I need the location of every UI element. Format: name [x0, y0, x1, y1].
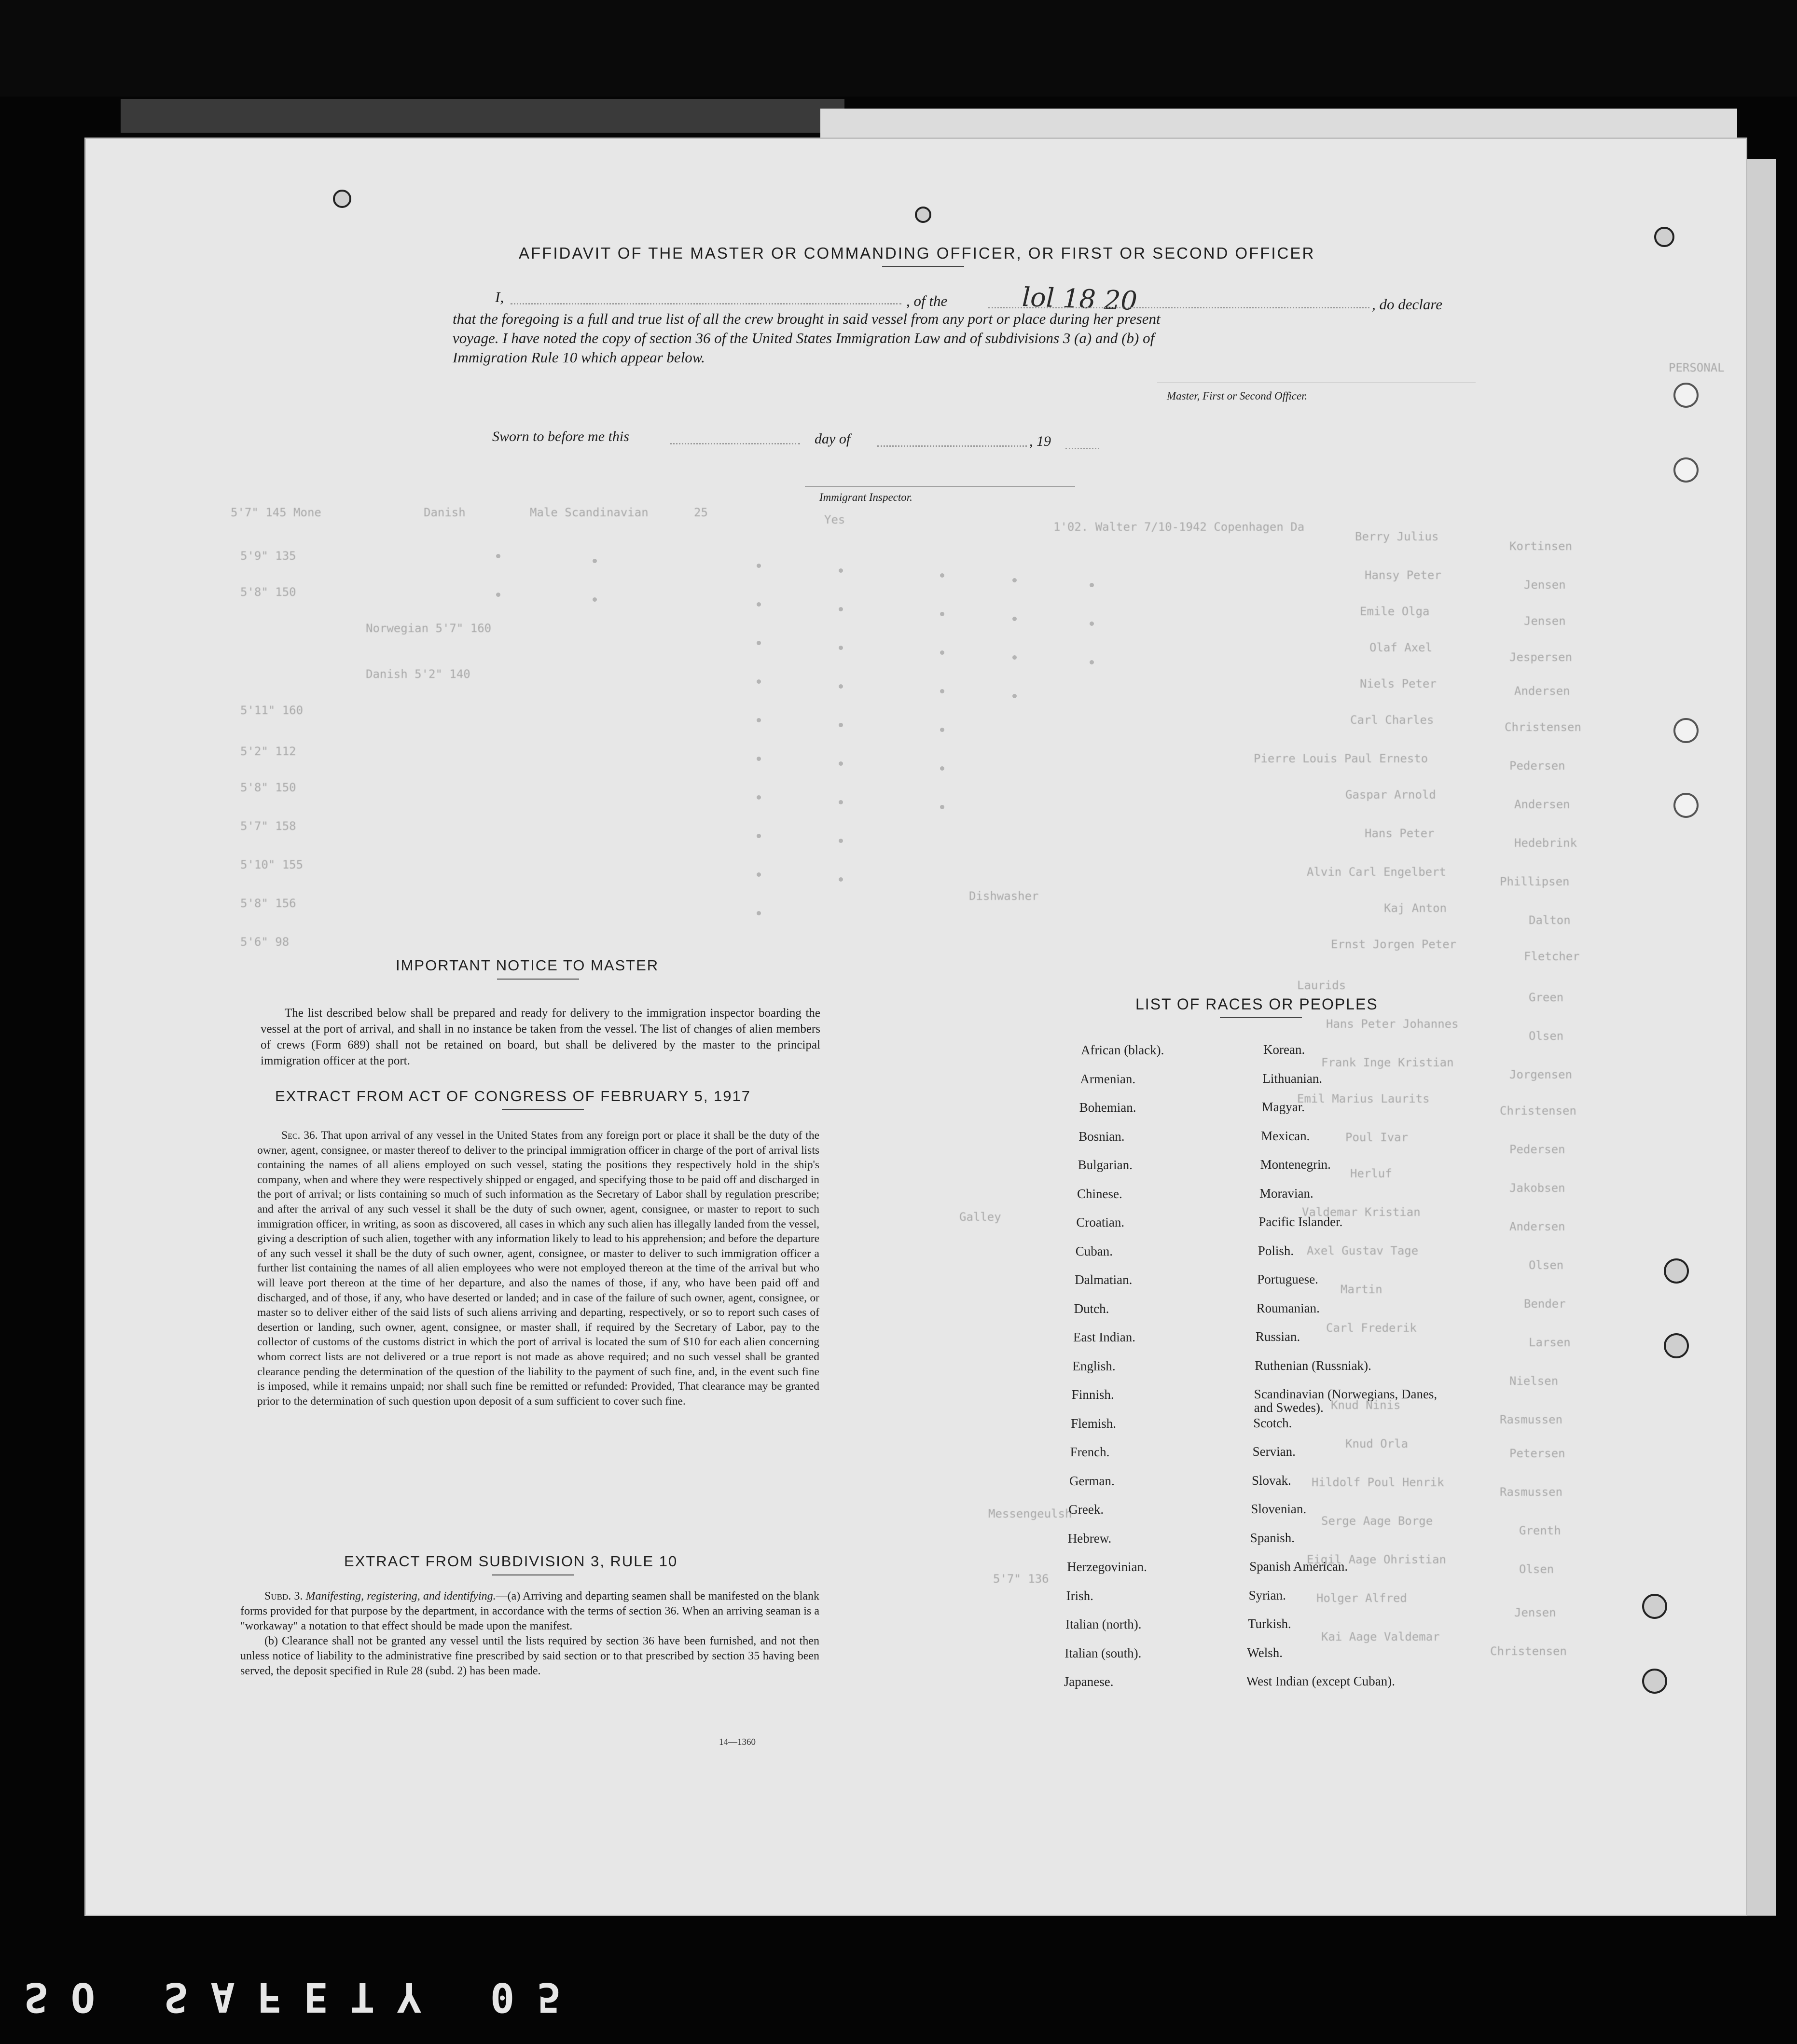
race-item: Bosnian. [1078, 1129, 1125, 1144]
ghost-row: 5'7" 145 Mone [231, 506, 321, 519]
race-item: Pacific Islander. [1258, 1215, 1343, 1229]
ghost-row: PERSONAL [1669, 361, 1725, 374]
race-item: Polish. [1258, 1243, 1294, 1258]
ghost-row: Messengeulsh [988, 1507, 1072, 1520]
ghost-ditto [593, 559, 597, 563]
important-notice-text: The list described below shall be prepared and ready for delivery to the immigration inspector boarding the vessel at the port of arrival, and shall in no instance be taken from the vessel. The list of changes of alien members of crews (Form 689) shall not be retained on board, but shall be delivered by the master to the principal immigration officer at the port. [261, 1007, 820, 1067]
binder-hole [1654, 227, 1674, 247]
affidavit-title-rule [882, 266, 964, 267]
ghost-row: Berry Julius [1355, 530, 1439, 543]
ghost-ditto [757, 757, 761, 761]
ghost-row: 1'02. Walter 7/10-1942 Copenhagen Da [1053, 520, 1305, 534]
sworn-blank-month[interactable] [877, 445, 1027, 447]
ghost-ditto [940, 766, 944, 771]
ghost-row: 5'9" 135 [240, 549, 296, 563]
affidavit-line1-declare: , do declare [1372, 296, 1443, 313]
ghost-row: Serge Aage Borge [1321, 1514, 1433, 1528]
ghost-ditto [1090, 660, 1094, 664]
extract-act-title: EXTRACT FROM ACT OF CONGRESS OF FEBRUARY 5, 1917 [275, 1088, 751, 1105]
ghost-row: Knud Ninis [1331, 1398, 1401, 1412]
ghost-row: Martin [1341, 1283, 1382, 1296]
ghost-row: Laurids [1297, 979, 1346, 992]
ghost-row: Carl Frederik [1326, 1321, 1417, 1335]
ghost-row: Kortinsen [1509, 539, 1573, 553]
sec-36-text: That upon arrival of any vessel in the United States from any foreign port or place it shall be the duty of the owner, agent, consignee, or master thereof to deliver to the principal immigration officer in charge of the port of arrival lists containing the names of all aliens employed on such vessel, stating the positions they respectively hold in the ship's company, when and where they were respectively shipped or engaged, and specifying those to be paid off and discharged in the port of arrival; or lists containing so much of such information as the Secretary of Labor shall by regulation prescribe; and after the arrival of any such vessel it shall be the duty of such owner, agent, consignee, or master to report to such immigration officer, in writing, as soon as discovered, all cases in which any such alien has illegally landed from the vessel, giving a description of such alien, together with any information likely to lead to his apprehension; and before the departure of any such vessel it shall be the duty of such owner, agent, consignee, or master to deliver to such immigration officer a further list containing the names of all alien employees who were not employed thereon at the time of the arrival but who will leave port thereon at the time of her departure, and also the names of those, if any, who have been paid off and discharged, and of those, if any, who have deserted or landed; and in case of the failure of such owner, agent, consignee, or master so to deliver either of the said lists of such aliens arriving and departing, respectively, or so to report such cases of desertion or landing, such owner, agent, consignee, or master shall, if required by the Secretary of Labor, pay to the collector of customs of the customs district in which the port of arrival is located the sum of $10 for each alien concerning whom correct lists are not delivered or a true report is not made as above required; and no such vessel shall be granted clearance pending the determination of the question of the liability to the payment of such fine, and, in the event such fine is imposed, while it remains unpaid; nor shall such fine be remitted or refunded: Provided, That clearance may be granted prior to the determination of such question upon deposit of a sum sufficient to cover such fine. [257, 1129, 820, 1408]
extract-rule-body [240, 1589, 819, 1679]
affidavit-line4: Immigration Rule 10 which appear below. [453, 349, 705, 366]
ghost-ditto [757, 679, 761, 684]
ghost-ditto [839, 761, 843, 766]
ghost-ditto [1012, 655, 1017, 660]
ghost-ditto [757, 718, 761, 722]
race-item: Herzegovinian. [1067, 1560, 1147, 1574]
ghost-row: Jensen [1524, 578, 1566, 592]
ghost-row: Pedersen [1509, 759, 1565, 773]
ghost-row: Poul Ivar [1345, 1131, 1409, 1144]
ghost-ditto [757, 872, 761, 877]
ghost-row: Pierre Louis Paul Ernesto [1254, 752, 1428, 765]
ghost-ditto [757, 911, 761, 915]
binder-hole [1642, 1594, 1667, 1619]
ghost-row: Bender [1524, 1297, 1566, 1311]
ghost-row: Gaspar Arnold [1345, 788, 1436, 801]
race-item: Spanish American. [1249, 1559, 1348, 1574]
ghost-row: Galley [959, 1210, 1001, 1224]
ghost-row: Hans Peter Johannes [1326, 1017, 1459, 1031]
ghost-row: Larsen [1529, 1336, 1571, 1349]
race-item: Montenegrin. [1260, 1157, 1331, 1172]
day-of-text: day of [815, 431, 851, 447]
affidavit-blank-vessel[interactable] [988, 307, 1369, 308]
ghost-row: Hansy Peter [1365, 568, 1441, 582]
affidavit-blank-name[interactable] [511, 303, 901, 304]
ghost-row: Andersen [1514, 684, 1570, 698]
affidavit-line2: that the foregoing is a full and true list of all the crew brought in said vessel from any port or place during her present [453, 310, 1161, 327]
binder-hole [1673, 718, 1699, 743]
ghost-row: Kaj Anton [1384, 901, 1447, 915]
race-item: Moravian. [1259, 1186, 1313, 1201]
ghost-ditto [496, 554, 500, 558]
signature-label: Master, First or Second Officer. [1167, 390, 1308, 402]
ghost-row: Phillipsen [1500, 875, 1570, 888]
manifest-page [86, 139, 1746, 1915]
race-item: Ruthenian (Russniak). [1255, 1358, 1371, 1373]
ghost-row: Emil Marius Laurits [1297, 1092, 1430, 1105]
punch-hole-top [915, 207, 931, 223]
ghost-row: Yes [824, 513, 845, 526]
ghost-row: Grenth [1519, 1524, 1561, 1537]
race-item: Spanish. [1250, 1530, 1295, 1545]
ghost-ditto [496, 593, 500, 597]
race-item: Mexican. [1261, 1128, 1310, 1143]
subd-3-paragraph [240, 1589, 819, 1634]
inspector-signature-line[interactable] [805, 486, 1075, 487]
extract-act-body [257, 1128, 819, 1409]
races-rule [1220, 1017, 1302, 1018]
ghost-ditto [940, 689, 944, 693]
ghost-row: Andersen [1514, 798, 1570, 811]
race-item: Cuban. [1075, 1243, 1113, 1258]
ghost-ditto [1012, 578, 1017, 582]
ghost-row: Alvin Carl Engelbert [1307, 865, 1446, 879]
subd-3-label: Subd. 3. [264, 1590, 303, 1602]
ghost-ditto [839, 607, 843, 611]
ghost-ditto [757, 564, 761, 568]
race-item: African (black). [1081, 1043, 1164, 1057]
ghost-ditto [940, 650, 944, 655]
ghost-ditto [593, 597, 597, 602]
ghost-row: 5'6" 98 [240, 935, 290, 949]
binder-hole [1673, 457, 1699, 483]
subd-3-heading: Manifesting, registering, and identifying. [305, 1590, 496, 1602]
ghost-ditto [839, 723, 843, 727]
extract-act-rule [502, 1109, 584, 1110]
race-item: Russian. [1256, 1329, 1300, 1344]
race-item: Dutch. [1074, 1301, 1109, 1316]
binder-hole [1664, 1258, 1689, 1284]
ghost-row: Jorgensen [1509, 1068, 1573, 1081]
extract-rule-rule [492, 1574, 574, 1575]
important-notice-body [261, 1005, 820, 1069]
ghost-ditto [757, 795, 761, 800]
sec-36-label: Sec. 36. [281, 1129, 318, 1142]
extract-rule-title: EXTRACT FROM SUBDIVISION 3, RULE 10 [344, 1553, 678, 1570]
race-item: Turkish. [1248, 1616, 1291, 1631]
punch-hole-left [333, 190, 351, 208]
ghost-row: Emile Olga [1360, 605, 1430, 618]
ghost-ditto [839, 800, 843, 804]
ghost-row: Petersen [1509, 1447, 1565, 1460]
race-item: Finnish. [1071, 1387, 1114, 1402]
ghost-row: 25 [694, 506, 708, 519]
form-number: 14—1360 [719, 1737, 756, 1747]
ghost-row: Christensen [1490, 1644, 1567, 1658]
race-item: Croatian. [1076, 1215, 1125, 1229]
ghost-row: Danish [424, 506, 466, 519]
race-item: Irish. [1066, 1588, 1093, 1603]
ghost-row: Green [1529, 991, 1564, 1004]
ghost-row: Ernst Jorgen Peter [1331, 938, 1457, 951]
ghost-row: 5'8" 150 [240, 781, 296, 794]
race-item: French. [1070, 1445, 1110, 1459]
race-item: Syrian. [1248, 1588, 1286, 1602]
races-title: LIST OF RACES OR PEOPLES [1135, 995, 1378, 1013]
ghost-ditto [839, 568, 843, 573]
ghost-ditto [757, 641, 761, 645]
sworn-blank-day[interactable] [670, 443, 800, 444]
ghost-row: Rasmussen [1500, 1413, 1563, 1426]
ghost-row: Axel Gustav Tage [1307, 1244, 1419, 1257]
race-item: Korean. [1263, 1042, 1305, 1057]
ghost-row: Jensen [1524, 614, 1566, 628]
race-item: Roumanian. [1256, 1300, 1320, 1315]
ghost-row: 5'8" 156 [240, 897, 296, 910]
race-item: English. [1072, 1358, 1116, 1373]
ghost-row: Holger Alfred [1316, 1591, 1407, 1605]
ghost-row: Olsen [1519, 1562, 1554, 1576]
ghost-row: Andersen [1509, 1220, 1565, 1233]
race-item: Italian (south). [1064, 1645, 1142, 1660]
ghost-ditto [940, 612, 944, 616]
ghost-ditto [1012, 694, 1017, 698]
ghost-row: Knud Orla [1345, 1437, 1409, 1450]
race-item: Scandinavian (Norwegians, Danes, and Swedes). [1254, 1387, 1438, 1415]
race-item: Bohemian. [1079, 1100, 1136, 1115]
ghost-row: Pedersen [1509, 1143, 1565, 1156]
race-item: Flemish. [1071, 1416, 1116, 1431]
ghost-ditto [839, 684, 843, 689]
affidavit-line1-i: I, [495, 289, 504, 305]
binder-hole [1673, 793, 1699, 818]
ghost-row: Valdemar Kristian [1302, 1205, 1421, 1219]
ghost-row: Jespersen [1509, 650, 1573, 664]
ghost-row: Fletcher [1524, 950, 1580, 963]
race-item: Lithuanian. [1262, 1071, 1323, 1086]
ghost-row: Norwegian 5'7" 160 [366, 621, 492, 635]
race-item: Magyar. [1261, 1100, 1305, 1114]
ghost-row: Eigil Aage Ohristian [1307, 1553, 1446, 1566]
ghost-ditto [757, 834, 761, 838]
ghost-row: Christensen [1500, 1104, 1576, 1118]
race-item: Servian. [1252, 1444, 1296, 1459]
ghost-row: Jensen [1514, 1606, 1556, 1619]
ghost-row: Male Scandinavian [530, 506, 649, 519]
race-item: Hebrew. [1067, 1531, 1112, 1546]
important-notice-rule [497, 979, 579, 980]
ghost-row: Jakobsen [1509, 1181, 1565, 1195]
ghost-row: 5'11" 160 [240, 704, 304, 717]
ghost-ditto [1012, 617, 1017, 621]
film-edge-label: SO SAFETY 05 [24, 1974, 583, 2021]
binder-hole [1642, 1669, 1667, 1694]
ghost-ditto [940, 805, 944, 809]
ghost-row: Niels Peter [1360, 677, 1437, 691]
sworn-text: Sworn to before me this [492, 428, 629, 444]
race-item: Scotch. [1253, 1415, 1292, 1430]
handwritten-note: lol 18 20 [1021, 281, 1138, 317]
subd-3-text-a: —(a) Arriving and departing seamen shall be manifested on the blank forms provided for that purpose by the department, in accordance with the terms of section 36. When an arriving seaman is a "workaway" a notation to that effect should be made upon the manifest. [240, 1590, 819, 1632]
ghost-ditto [839, 877, 843, 882]
ghost-row: Herluf [1350, 1167, 1392, 1180]
race-item: Italian (north). [1065, 1617, 1142, 1631]
underlying-page-dark-edge [121, 99, 844, 133]
ghost-ditto [1090, 583, 1094, 587]
ghost-row: Hedebrink [1514, 836, 1577, 850]
race-item: Slovak. [1252, 1473, 1291, 1488]
ghost-row: Danish 5'2" 140 [366, 667, 470, 681]
ghost-ditto [1090, 621, 1094, 626]
race-item: Welsh. [1247, 1645, 1283, 1660]
race-item: East Indian. [1073, 1330, 1135, 1344]
ghost-ditto [839, 646, 843, 650]
binder-hole [1673, 383, 1699, 408]
year-text: , 19 [1029, 433, 1051, 449]
ghost-row: 5'7" 158 [240, 819, 296, 833]
affidavit-line3: voyage. I have noted the copy of section 36 of the United States Immigration Law and of subdivisions 3 (a) and (b) of [453, 330, 1155, 346]
subd-3-paragraph-b: (b) Clearance shall not be granted any vessel until the lists required by section 36 have been furnished, and not then unless notice of liability to the administrative fine prescribed by said section or to that prescribed by section 35 having been served, the deposit specified in Rule 28 (subd. 2) has been made. [240, 1635, 819, 1677]
race-item: Chinese. [1077, 1186, 1122, 1201]
ghost-row: Christensen [1505, 720, 1581, 734]
race-item: Bulgarian. [1078, 1158, 1133, 1172]
race-item: Dalmatian. [1075, 1272, 1133, 1287]
ghost-row: Olsen [1529, 1029, 1564, 1043]
ghost-row: Olsen [1529, 1258, 1564, 1272]
important-notice-title: IMPORTANT NOTICE TO MASTER [396, 957, 659, 974]
inspector-label: Immigrant Inspector. [819, 491, 912, 503]
ghost-row: 5'2" 112 [240, 745, 296, 758]
race-item: Japanese. [1064, 1674, 1114, 1689]
ghost-ditto [839, 839, 843, 843]
ghost-row: 5'10" 155 [240, 858, 304, 871]
sworn-blank-year[interactable] [1065, 448, 1099, 449]
ghost-row: Olaf Axel [1369, 641, 1433, 654]
ghost-row: Nielsen [1509, 1374, 1559, 1388]
binder-hole [1664, 1333, 1689, 1358]
ghost-row: 5'8" 150 [240, 585, 296, 599]
ghost-row: Dishwasher [969, 889, 1039, 903]
race-item: Portuguese. [1257, 1272, 1318, 1286]
race-item: Slovenian. [1251, 1502, 1307, 1516]
ghost-row: Kai Aage Valdemar [1321, 1630, 1440, 1643]
ghost-row: Hildolf Poul Henrik [1312, 1476, 1444, 1489]
race-item: Armenian. [1080, 1071, 1136, 1086]
race-item: German. [1069, 1473, 1115, 1488]
ghost-row: Hans Peter [1365, 827, 1435, 840]
affidavit-title: AFFIDAVIT OF THE MASTER OR COMMANDING OFFICER, OR FIRST OR SECOND OFFICER [519, 244, 1315, 262]
ghost-ditto [940, 728, 944, 732]
affidavit-line1-of-the: , of the [906, 292, 948, 309]
race-item: West Indian (except Cuban). [1246, 1674, 1396, 1688]
ghost-row: Dalton [1529, 913, 1571, 927]
film-border-top [0, 0, 1797, 97]
ghost-row: 5'7" 136 [993, 1572, 1049, 1586]
ghost-row: Carl Charles [1350, 713, 1434, 727]
ghost-ditto [757, 602, 761, 607]
ghost-row: Rasmussen [1500, 1485, 1563, 1499]
race-item: Greek. [1068, 1502, 1104, 1517]
extract-act-paragraph [257, 1128, 819, 1409]
ghost-ditto [940, 573, 944, 578]
ghost-row: Frank Inge Kristian [1321, 1056, 1454, 1069]
